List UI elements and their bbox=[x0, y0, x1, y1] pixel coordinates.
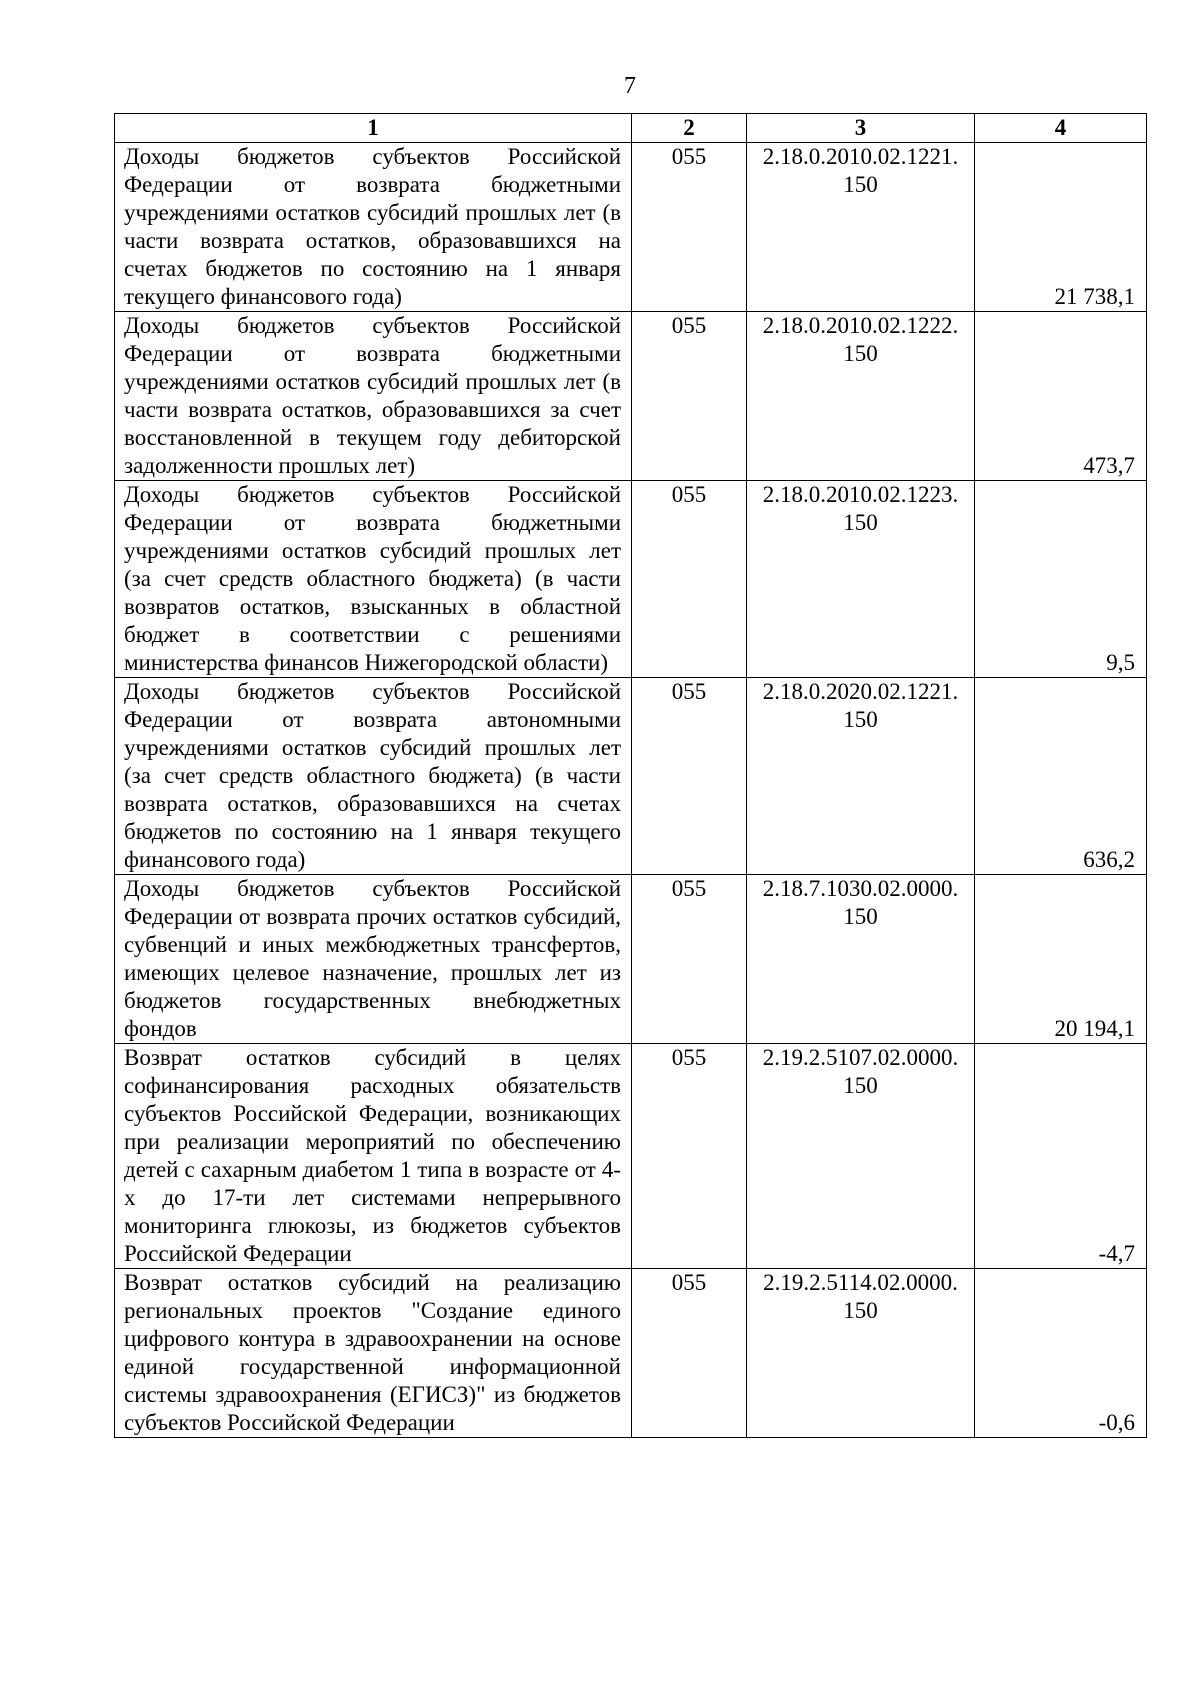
row-kbk bbox=[747, 481, 975, 678]
column-header-admin-code: 2 bbox=[632, 114, 747, 143]
table-row bbox=[115, 143, 1147, 312]
row-admin-code: 055 bbox=[632, 312, 747, 481]
table-row bbox=[115, 312, 1147, 481]
row-amount: 20 194,1 bbox=[975, 875, 1147, 1044]
row-amount: 636,2 bbox=[975, 678, 1147, 875]
row-kbk-line1: 2.18.0.2010.02.1221. bbox=[762, 144, 959, 169]
row-kbk-line1: 2.18.7.1030.02.0000. bbox=[762, 876, 959, 901]
table-row bbox=[115, 875, 1147, 1044]
column-header-description: 1 bbox=[115, 114, 632, 143]
page-number: 7 bbox=[624, 73, 636, 99]
row-amount: 473,7 bbox=[975, 312, 1147, 481]
row-amount: 9,5 bbox=[975, 481, 1147, 678]
row-description: Доходы бюджетов субъектов Российской Федерации от возврата прочих остатков субсидий, субвенций и иных межбюджетных трансфертов, имеющих целевое назначение, прошлых лет из бюджетов государственных внебюджетных фондов bbox=[115, 875, 632, 1044]
budget-income-table bbox=[114, 113, 1147, 1438]
table-row bbox=[115, 481, 1147, 678]
row-admin-code: 055 bbox=[632, 481, 747, 678]
row-description: Возврат остатков субсидий в целях софинансирования расходных обязательств субъектов Российской Федерации, возникающих при реализации мероприятий по обеспечению детей с сахарным диабетом 1 типа в возрасте от 4-х до 17-ти лет системами непрерывного мониторинга глюкозы, из бюджетов субъектов Российской Федерации bbox=[115, 1044, 632, 1269]
row-admin-code: 055 bbox=[632, 1044, 747, 1269]
row-kbk bbox=[747, 1269, 975, 1438]
row-description: Доходы бюджетов субъектов Российской Федерации от возврата бюджетными учреждениями остатков субсидий прошлых лет (в части возврата остатков, образовавшихся за счет восстановленной в текущем году дебиторской задолженности прошлых лет) bbox=[115, 312, 632, 481]
row-kbk-line2: 150 bbox=[843, 904, 878, 929]
row-kbk bbox=[747, 143, 975, 312]
row-kbk bbox=[747, 312, 975, 481]
row-admin-code: 055 bbox=[632, 143, 747, 312]
row-description: Доходы бюджетов субъектов Российской Федерации от возврата автономными учреждениями остатков субсидий прошлых лет (за счет средств областного бюджета) (в части возврата остатков, образовавшихся на счетах бюджетов по состоянию на 1 января текущего финансового года) bbox=[115, 678, 632, 875]
row-kbk-line1: 2.19.2.5107.02.0000. bbox=[762, 1045, 959, 1070]
row-description: Доходы бюджетов субъектов Российской Федерации от возврата бюджетными учреждениями остатков субсидий прошлых лет (за счет средств областного бюджета) (в части возвратов остатков, взысканных в областной бюджет в соответствии с решениями министерства финансов Нижегородской области) bbox=[115, 481, 632, 678]
row-kbk-line2: 150 bbox=[843, 172, 878, 197]
row-kbk-line1: 2.18.0.2010.02.1222. bbox=[762, 313, 959, 338]
row-kbk bbox=[747, 678, 975, 875]
row-kbk-line2: 150 bbox=[843, 707, 878, 732]
row-description: Доходы бюджетов субъектов Российской Федерации от возврата бюджетными учреждениями остатков субсидий прошлых лет (в части возврата остатков, образовавшихся на счетах бюджетов по состоянию на 1 января текущего финансового года) bbox=[115, 143, 632, 312]
row-kbk-line1: 2.18.0.2020.02.1221. bbox=[762, 679, 959, 704]
row-amount: -4,7 bbox=[975, 1044, 1147, 1269]
row-description: Возврат остатков субсидий на реализацию региональных проектов "Создание единого цифрового контура в здравоохранении на основе единой государственной информационной системы здравоохранения (ЕГИСЗ)" из бюджетов субъектов Российской Федерации bbox=[115, 1269, 632, 1438]
row-kbk-line2: 150 bbox=[843, 341, 878, 366]
row-kbk-line1: 2.18.0.2010.02.1223. bbox=[762, 482, 959, 507]
row-kbk-line2: 150 bbox=[843, 1073, 878, 1098]
row-kbk-line2: 150 bbox=[843, 510, 878, 535]
row-admin-code: 055 bbox=[632, 678, 747, 875]
row-kbk-line2: 150 bbox=[843, 1298, 878, 1323]
row-amount: 21 738,1 bbox=[975, 143, 1147, 312]
table-header-row bbox=[115, 114, 1147, 143]
row-amount: -0,6 bbox=[975, 1269, 1147, 1438]
column-header-kbk: 3 bbox=[747, 114, 975, 143]
row-admin-code: 055 bbox=[632, 1269, 747, 1438]
row-kbk bbox=[747, 1044, 975, 1269]
row-kbk-line1: 2.19.2.5114.02.0000. bbox=[763, 1270, 958, 1295]
row-kbk bbox=[747, 875, 975, 1044]
table-row bbox=[115, 678, 1147, 875]
row-admin-code: 055 bbox=[632, 875, 747, 1044]
table-row bbox=[115, 1044, 1147, 1269]
column-header-amount: 4 bbox=[975, 114, 1147, 143]
table-row bbox=[115, 1269, 1147, 1438]
